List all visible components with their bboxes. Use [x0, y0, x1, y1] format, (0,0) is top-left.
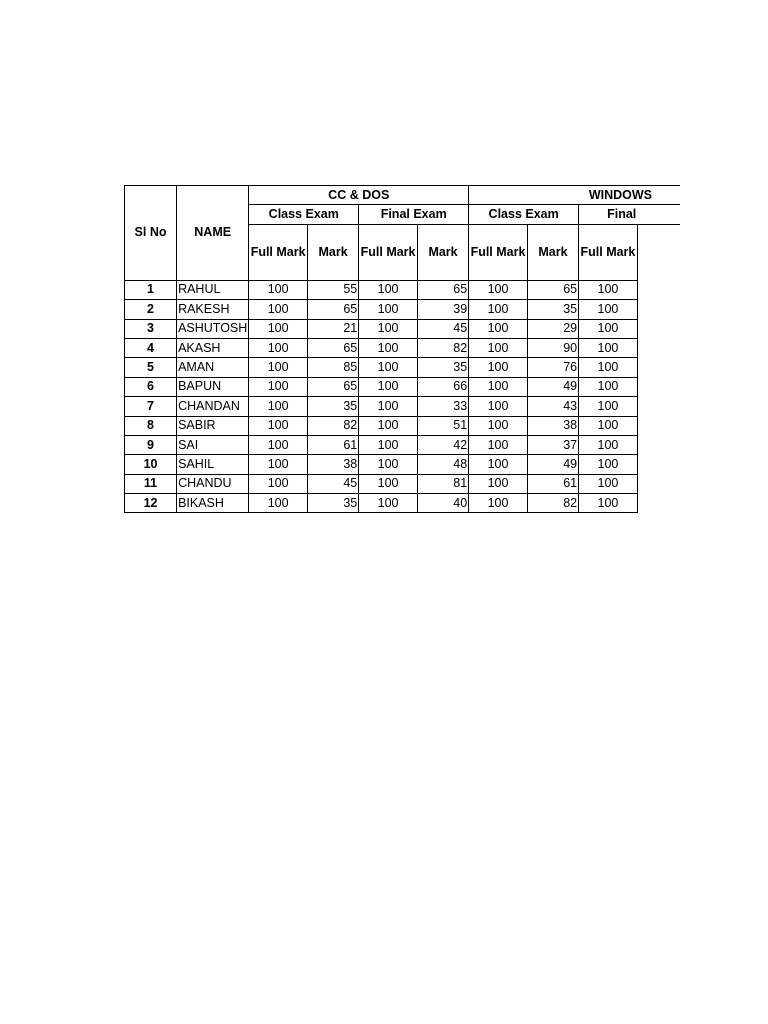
full-mark-cell: 100: [249, 358, 308, 377]
full-mark-cell: 100: [469, 338, 528, 357]
table-row: [125, 300, 681, 319]
mark-cell: 76: [527, 358, 578, 377]
table-row: [125, 338, 681, 357]
name-cell: SABIR: [177, 416, 249, 435]
cut-off-cell: [637, 338, 680, 357]
sl-no-cell: 5: [125, 358, 177, 377]
sl-no-cell: 11: [125, 474, 177, 493]
full-mark-cell: 100: [249, 280, 308, 299]
full-mark-cell: 100: [249, 300, 308, 319]
mark-cell: 55: [307, 280, 358, 299]
full-mark-cell: 100: [579, 280, 638, 299]
mark-cell: 65: [307, 377, 358, 396]
header-full-mark: Full Mark: [469, 224, 528, 280]
mark-cell: 85: [307, 358, 358, 377]
mark-cell: 65: [307, 300, 358, 319]
cut-off-cell: [637, 358, 680, 377]
mark-cell: 29: [527, 319, 578, 338]
header-mark: Mark: [417, 224, 468, 280]
mark-cell: 51: [417, 416, 468, 435]
mark-cell: 61: [527, 474, 578, 493]
sl-no-cell: 3: [125, 319, 177, 338]
name-cell: RAKESH: [177, 300, 249, 319]
header-sl-no: Sl No: [125, 186, 177, 281]
mark-cell: 82: [417, 338, 468, 357]
full-mark-cell: 100: [579, 494, 638, 513]
full-mark-cell: 100: [469, 358, 528, 377]
header-subject-cc-dos: CC & DOS: [249, 186, 469, 205]
name-cell: RAHUL: [177, 280, 249, 299]
mark-cell: 66: [417, 377, 468, 396]
mark-cell: 40: [417, 494, 468, 513]
cut-off-cell: [637, 455, 680, 474]
full-mark-cell: 100: [359, 280, 418, 299]
table-row: [125, 358, 681, 377]
full-mark-cell: 100: [359, 319, 418, 338]
mark-cell: 82: [307, 416, 358, 435]
cut-off-cell: [637, 474, 680, 493]
sl-no-cell: 2: [125, 300, 177, 319]
full-mark-cell: 100: [359, 377, 418, 396]
name-cell: SAHIL: [177, 455, 249, 474]
table-row: [125, 319, 681, 338]
full-mark-cell: 100: [359, 435, 418, 454]
name-cell: AKASH: [177, 338, 249, 357]
table-row: [125, 397, 681, 416]
mark-cell: 35: [307, 494, 358, 513]
full-mark-cell: 100: [249, 494, 308, 513]
name-cell: SAI: [177, 435, 249, 454]
name-cell: BAPUN: [177, 377, 249, 396]
mark-cell: 45: [307, 474, 358, 493]
name-cell: CHANDU: [177, 474, 249, 493]
sl-no-cell: 9: [125, 435, 177, 454]
mark-cell: 49: [527, 377, 578, 396]
header-subject-windows: WINDOWS: [469, 186, 680, 205]
header-mark: Mark: [307, 224, 358, 280]
mark-cell: 33: [417, 397, 468, 416]
cut-off-cell: [637, 397, 680, 416]
mark-cell: 43: [527, 397, 578, 416]
marks-table: [124, 185, 680, 513]
table-row: [125, 474, 681, 493]
mark-cell: 90: [527, 338, 578, 357]
mark-cell: 81: [417, 474, 468, 493]
header-cc-class-exam: Class Exam: [249, 205, 359, 224]
table-row: [125, 416, 681, 435]
table-row: [125, 377, 681, 396]
full-mark-cell: 100: [249, 319, 308, 338]
mark-cell: 35: [527, 300, 578, 319]
full-mark-cell: 100: [359, 300, 418, 319]
full-mark-cell: 100: [359, 494, 418, 513]
full-mark-cell: 100: [579, 397, 638, 416]
full-mark-cell: 100: [469, 377, 528, 396]
mark-cell: 61: [307, 435, 358, 454]
table-row: [125, 435, 681, 454]
mark-cell: 39: [417, 300, 468, 319]
full-mark-cell: 100: [579, 358, 638, 377]
full-mark-cell: 100: [579, 455, 638, 474]
marks-sheet: [124, 185, 680, 513]
header-cut-off: [637, 224, 680, 280]
full-mark-cell: 100: [249, 377, 308, 396]
full-mark-cell: 100: [249, 435, 308, 454]
name-cell: ASHUTOSH: [177, 319, 249, 338]
table-row: [125, 494, 681, 513]
header-full-mark: Full Mark: [579, 224, 638, 280]
full-mark-cell: 100: [469, 416, 528, 435]
cut-off-cell: [637, 280, 680, 299]
sl-no-cell: 10: [125, 455, 177, 474]
header-cc-final-exam: Final Exam: [359, 205, 469, 224]
mark-cell: 42: [417, 435, 468, 454]
mark-cell: 45: [417, 319, 468, 338]
full-mark-cell: 100: [469, 319, 528, 338]
table-row: [125, 455, 681, 474]
sl-no-cell: 8: [125, 416, 177, 435]
full-mark-cell: 100: [469, 455, 528, 474]
full-mark-cell: 100: [579, 416, 638, 435]
mark-cell: 35: [307, 397, 358, 416]
header-full-mark: Full Mark: [249, 224, 308, 280]
table-row: [125, 280, 681, 299]
sl-no-cell: 1: [125, 280, 177, 299]
full-mark-cell: 100: [579, 338, 638, 357]
mark-cell: 21: [307, 319, 358, 338]
full-mark-cell: 100: [249, 416, 308, 435]
mark-cell: 38: [527, 416, 578, 435]
mark-cell: 65: [307, 338, 358, 357]
cut-off-cell: [637, 416, 680, 435]
mark-cell: 49: [527, 455, 578, 474]
full-mark-cell: 100: [359, 358, 418, 377]
mark-cell: 82: [527, 494, 578, 513]
full-mark-cell: 100: [249, 397, 308, 416]
mark-cell: 65: [527, 280, 578, 299]
name-cell: CHANDAN: [177, 397, 249, 416]
mark-cell: 65: [417, 280, 468, 299]
full-mark-cell: 100: [579, 474, 638, 493]
cut-off-cell: [637, 435, 680, 454]
mark-cell: 38: [307, 455, 358, 474]
full-mark-cell: 100: [469, 435, 528, 454]
full-mark-cell: 100: [579, 377, 638, 396]
header-win-final: Final: [579, 205, 680, 224]
full-mark-cell: 100: [359, 474, 418, 493]
sl-no-cell: 4: [125, 338, 177, 357]
full-mark-cell: 100: [469, 494, 528, 513]
cut-off-cell: [637, 377, 680, 396]
full-mark-cell: 100: [249, 338, 308, 357]
full-mark-cell: 100: [359, 455, 418, 474]
mark-cell: 48: [417, 455, 468, 474]
name-cell: AMAN: [177, 358, 249, 377]
full-mark-cell: 100: [359, 338, 418, 357]
header-name: NAME: [177, 186, 249, 281]
full-mark-cell: 100: [579, 300, 638, 319]
sl-no-cell: 7: [125, 397, 177, 416]
full-mark-cell: 100: [469, 474, 528, 493]
mark-cell: 37: [527, 435, 578, 454]
cut-off-cell: [637, 300, 680, 319]
full-mark-cell: 100: [469, 300, 528, 319]
full-mark-cell: 100: [579, 319, 638, 338]
full-mark-cell: 100: [469, 280, 528, 299]
full-mark-cell: 100: [359, 397, 418, 416]
mark-cell: 35: [417, 358, 468, 377]
full-mark-cell: 100: [249, 474, 308, 493]
sl-no-cell: 12: [125, 494, 177, 513]
cut-off-cell: [637, 319, 680, 338]
sl-no-cell: 6: [125, 377, 177, 396]
header-mark: Mark: [527, 224, 578, 280]
cut-off-cell: [637, 494, 680, 513]
full-mark-cell: 100: [469, 397, 528, 416]
header-win-class-exam: Class Exam: [469, 205, 579, 224]
full-mark-cell: 100: [579, 435, 638, 454]
header-full-mark: Full Mark: [359, 224, 418, 280]
name-cell: BIKASH: [177, 494, 249, 513]
full-mark-cell: 100: [249, 455, 308, 474]
full-mark-cell: 100: [359, 416, 418, 435]
